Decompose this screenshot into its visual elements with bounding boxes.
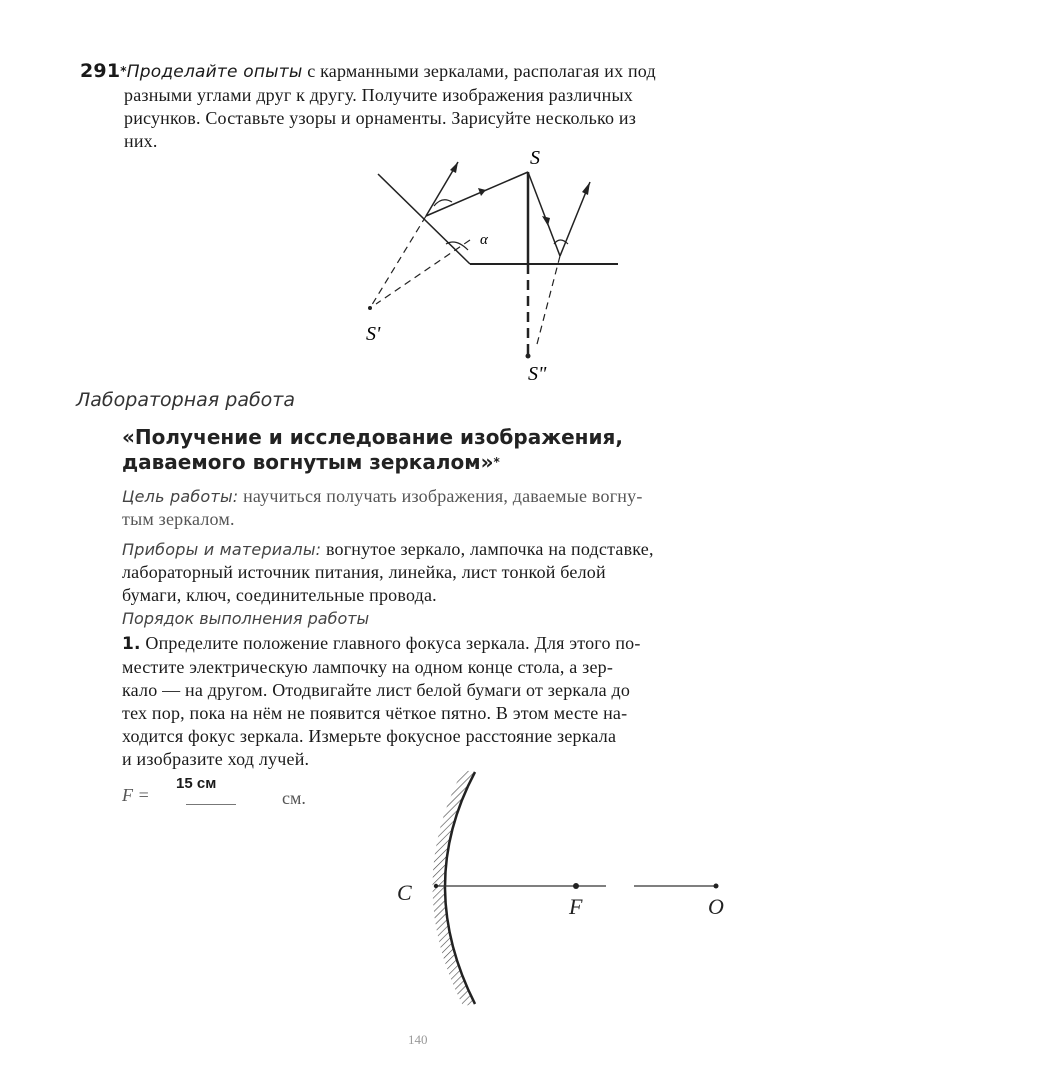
task-291-line-3: рисунков. Составьте узоры и орнаменты. Зарисуйте несколько из	[124, 108, 637, 128]
label-o: O	[708, 894, 724, 919]
point-c	[434, 884, 438, 888]
lab-goal	[122, 485, 782, 531]
materials-label: Приборы и материалы:	[122, 540, 322, 559]
focal-length-label: F =	[122, 785, 150, 805]
lab-heading-line-1: «Получение и исследование изображения,	[122, 425, 623, 449]
task-difficulty-marker: *	[120, 64, 127, 78]
task-italic-lead: Проделайте опыты	[126, 62, 303, 82]
label-s: S	[530, 147, 540, 169]
step-1-line-1: местите электрическую лампочку на одном конце стола, а зер-	[122, 657, 614, 677]
task-291-line-2: разными углами друг к другу. Получите изображения различных	[124, 85, 633, 105]
lab-heading	[122, 425, 623, 475]
point-s1	[368, 306, 372, 310]
goal-text-1: научиться получать изображения, даваемые вогну-	[238, 486, 643, 506]
two-mirrors-diagram	[360, 140, 640, 390]
step-1-line-2: кало — на другом. Отодвигайте лист белой бумаги от зеркала до	[122, 680, 631, 700]
lab-heading-line-2: даваемого вогнутым зеркалом»	[122, 450, 494, 474]
concave-mirror-diagram	[380, 760, 760, 1020]
construction-line-1	[370, 216, 426, 308]
construction-line-2	[376, 240, 470, 304]
task-number: 291	[80, 60, 121, 82]
page-number: 140	[408, 1032, 428, 1047]
angle-arc-1	[434, 200, 452, 206]
label-c: C	[397, 880, 412, 905]
arrow-ray-1	[450, 162, 458, 173]
ray-to-mirror-1	[426, 172, 528, 216]
answer-underline	[186, 804, 236, 805]
lab-heading-marker: *	[493, 455, 500, 469]
step-1-line-0: Определите положение главного фокуса зеркала. Для этого по-	[140, 633, 641, 653]
step-1-number: 1.	[122, 634, 141, 654]
task-291-line-1	[80, 60, 800, 84]
label-s-double-prime: S"	[528, 363, 547, 385]
focal-length-value: 15 см	[176, 775, 217, 792]
point-f	[573, 883, 579, 889]
goal-label: Цель работы:	[122, 487, 239, 506]
task-line-1-text: с карманными зеркалами, располагая их под	[302, 61, 656, 81]
mirror-hatching	[433, 770, 476, 1006]
materials-text-1: вогнутое зеркало, лампочка на подставке,	[321, 539, 654, 559]
procedure-step-1	[122, 632, 782, 771]
procedure-label: Порядок выполнения работы	[122, 609, 370, 628]
step-1-line-3: тех пор, пока на нём не появится чёткое пятно. В этом месте на-	[122, 703, 628, 723]
lab-materials	[122, 538, 782, 607]
materials-text-3: бумаги, ключ, соединительные провода.	[122, 585, 437, 605]
point-o	[714, 884, 719, 889]
label-alpha: α	[480, 232, 488, 248]
point-s2	[526, 354, 531, 359]
task-291-line-4: них.	[124, 131, 158, 151]
materials-text-2: лабораторный источник питания, линейка, лист тонкой белой	[122, 562, 606, 582]
lab-heading-line-2-wrap	[122, 450, 623, 475]
focal-length-unit: см.	[282, 788, 306, 808]
arrow-ray-2	[582, 182, 590, 195]
step-1-line-4: ходится фокус зеркала. Измерьте фокусное расстояние зеркала	[122, 726, 617, 746]
construction-line-3	[536, 256, 560, 348]
label-s-prime: S'	[366, 323, 381, 345]
label-f: F	[569, 894, 583, 919]
arrow-incident-1	[478, 188, 486, 196]
step-1-line-5: и изобразите ход лучей.	[122, 749, 310, 769]
lab-type-title: Лабораторная работа	[76, 389, 296, 411]
goal-text-2: тым зеркалом.	[122, 509, 235, 529]
